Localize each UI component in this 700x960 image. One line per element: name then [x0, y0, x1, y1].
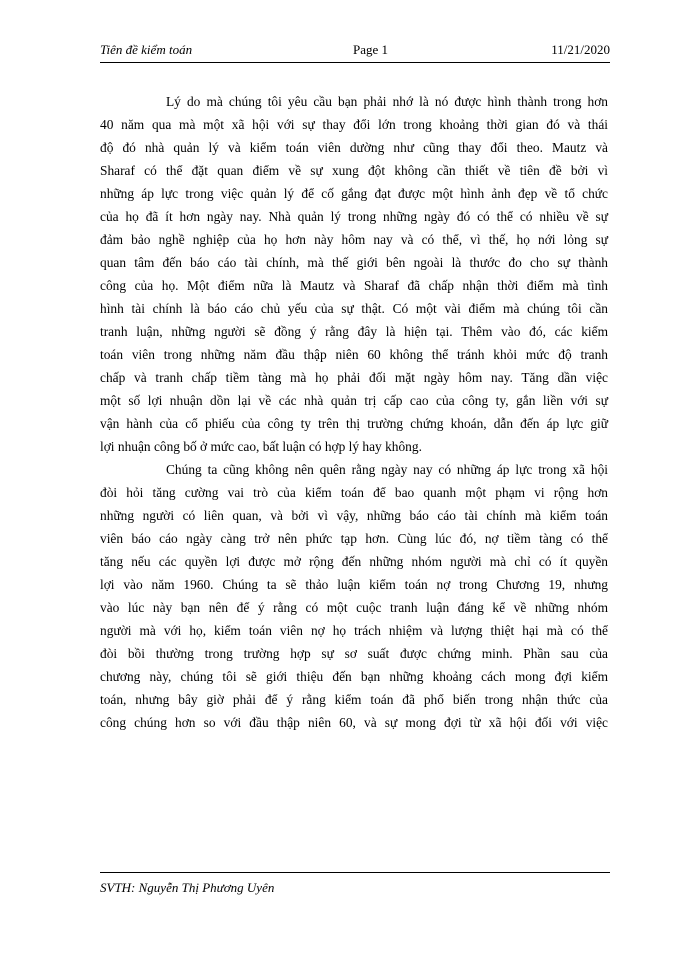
- text-line: vào lúc này bạn nên để ý rằng có một cuộc tranh luận đáng kể về những nhóm: [100, 600, 608, 615]
- author-name: SVTH: Nguyễn Thị Phương Uyên: [100, 880, 275, 895]
- text-line: tăng nếu các quyền lợi được mở rộng đến những nhóm người mà chỉ có ít quyền: [100, 554, 608, 569]
- text-line: quan tâm đến báo cáo tài chính, mà thế giới bên ngoài là thước đo cho sự thành: [100, 255, 608, 270]
- page-header: [100, 40, 610, 63]
- text-line: độ đó nhà quản lý và kiểm toán viên dường như cũng thay đổi theo. Mautz và: [100, 140, 608, 155]
- text-line: toán viên trong những năm đầu thập niên 60 không thể tránh khỏi mức độ tranh: [100, 347, 608, 362]
- text-line: công chúng hơn so với đầu thập niên 60, và sự mong đợi từ xã hội đối với việc: [100, 715, 608, 730]
- text-line: viên báo cáo ngày càng trở nên phức tạp hơn. Cùng lúc đó, nợ tiềm tàng có thể: [100, 531, 608, 546]
- paragraph: [100, 90, 608, 458]
- text-line: người mà với họ, kiểm toán viên nợ họ trách nhiệm và lượng thiệt hại mà có thể: [100, 623, 608, 638]
- text-line: toán, nhưng bây giờ phải để ý rằng kiểm toán đã phổ biến trong nhận thức của: [100, 692, 608, 707]
- text-line: của họ đã ít hơn ngày nay. Nhà quản lý trong những ngày đó có thể có nhiều về sự: [100, 209, 608, 224]
- text-line: những áp lực trong việc quản lý để cố gắng đạt được một hình ảnh đẹp về tổ chức: [100, 186, 608, 201]
- text-line: đòi hỏi tăng cường vai trò của kiểm toán để bao quanh một phạm vi rộng hơn: [100, 485, 608, 500]
- text-line: vận hành của cổ phiếu của công ty trên thị trường chứng khoán, dẫn đến áp lực giữ: [100, 416, 608, 431]
- paragraph: [100, 458, 608, 734]
- text-line: 40 năm qua mà một xã hội với sự thay đổi lớn trong khoảng thời gian đó và thái: [100, 117, 608, 132]
- text-line: Lý do mà chúng tôi yêu cầu bạn phải nhớ là nó được hình thành trong hơn: [166, 94, 608, 109]
- text-line: công của họ. Một điểm nữa là Mautz và Sharaf đã chấp nhận thời điểm mà tình: [100, 278, 608, 293]
- text-line: những người có liên quan, và bởi vì vậy, những báo cáo tài chính mà kiểm toán: [100, 508, 608, 523]
- text-line: lợi nhuận công bố ở mức cao, bất luận có hợp lý hay không.: [100, 439, 422, 454]
- text-line: chương này, chúng tôi sẽ giới thiệu đến bạn những khoảng cách mong đợi kiểm: [100, 669, 608, 684]
- page-footer: [100, 872, 610, 896]
- text-line: đảm bảo nghề nghiệp của họ hơn này hôm nay và có thể, vì thế, họ nới lỏng sự: [100, 232, 608, 247]
- text-line: Sharaf có thể đặt quan điểm về sự xung đột không cần thiết về tiên đề bởi vì: [100, 163, 608, 178]
- text-line: đòi bồi thường trong trường hợp sự sơ suất được chứng minh. Phần sau của: [100, 646, 608, 661]
- header-date: 11/21/2020: [551, 42, 610, 57]
- text-line: chấp và tranh chấp tiềm tàng mà họ phải đối mặt ngày hôm nay. Tăng dần việc: [100, 370, 608, 385]
- document-title: Tiên đề kiểm toán: [100, 42, 193, 57]
- document-body: [100, 90, 608, 734]
- text-line: một số lợi nhuận dồn lại về các nhà quản trị cấp cao của công ty, gắn liền với sự: [100, 393, 608, 408]
- text-line: lợi vào năm 1960. Chúng ta sẽ thảo luận kiểm toán nợ trong Chương 19, nhưng: [100, 577, 608, 592]
- text-line: hình tài chính là báo cáo chủ yếu của sự thật. Có một vài điểm mà chúng tôi cần: [100, 301, 608, 316]
- text-line: Chúng ta cũng không nên quên rằng ngày nay có những áp lực trong xã hội: [166, 462, 608, 477]
- page-number: Page 1: [353, 42, 389, 57]
- text-line: tranh luận, những người sẽ đồng ý rằng đây là hiện tại. Thêm vào đó, các kiểm: [100, 324, 608, 339]
